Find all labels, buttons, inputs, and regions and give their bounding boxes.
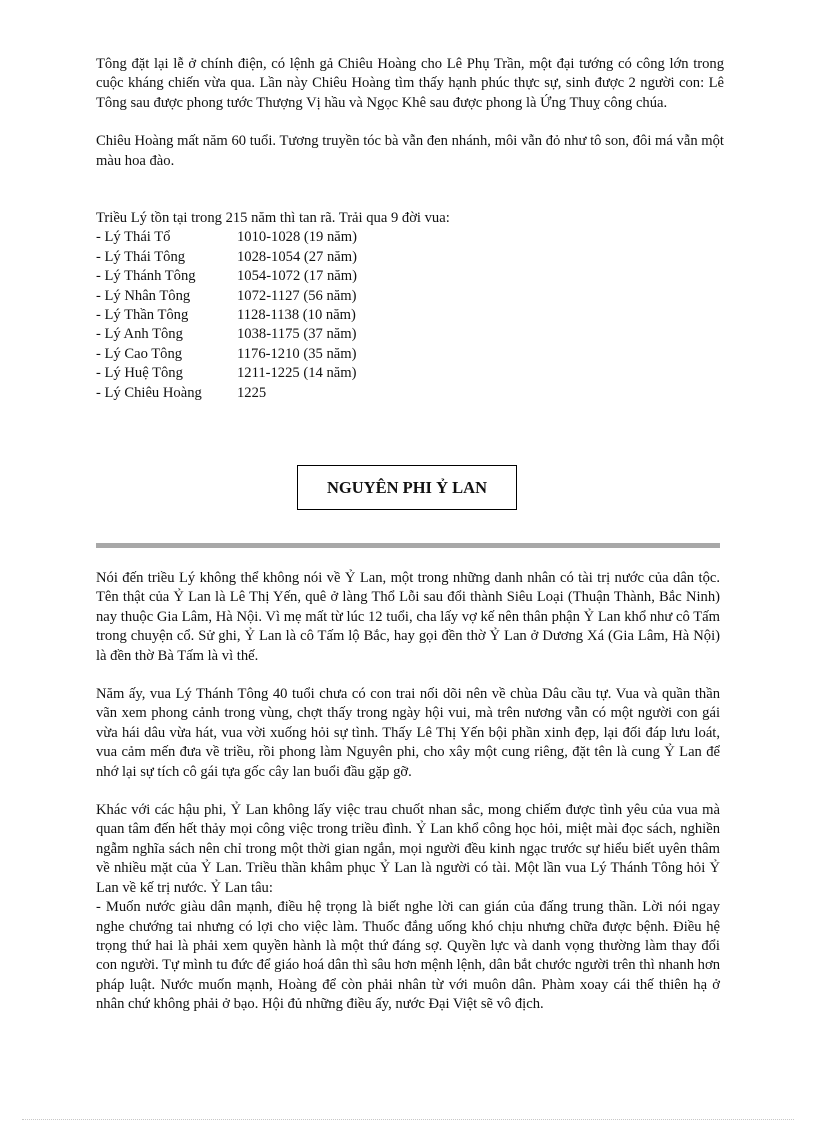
- king-name: - Lý Thái Tông: [96, 248, 186, 265]
- king-name: - Lý Thần Tông: [96, 307, 189, 324]
- reign-period: 1038-1175 (37 năm): [237, 326, 357, 343]
- king-name: - Lý Nhân Tông: [96, 287, 191, 304]
- section-heading: NGUYÊN PHI Ỷ LAN: [327, 477, 487, 497]
- document-section-y-lan: [96, 569, 720, 1015]
- reign-row: [96, 228, 724, 247]
- reign-list-intro: Triều Lý tồn tại trong 215 năm thì tan rã. Trải qua 9 đời vua:: [96, 210, 450, 227]
- reign-row: [96, 325, 724, 344]
- horizontal-divider: [96, 543, 720, 548]
- reign-period: 1054-1072 (17 năm): [237, 268, 357, 285]
- king-name: - Lý Chiêu Hoàng: [96, 384, 202, 401]
- reign-row: [96, 287, 724, 306]
- section-heading-box: [297, 465, 517, 510]
- reign-row: [96, 384, 724, 403]
- reign-row: [96, 364, 724, 383]
- reign-list: [96, 209, 724, 403]
- paragraph-chieu-hoang-marriage: Tông đặt lại lễ ở chính điện, có lệnh gả Chiêu Hoàng cho Lê Phụ Trần, một đại tướng có công lớn trong cuộc kháng chiến vừa qua. Lần này Chiêu Hoàng tìm thấy hạnh phúc thực sự, sinh được 2 người con: Lê Tông sau được phong tước Thượng Vị hầu và Ngọc Khê sau được phong là Ứng Thuỵ công chúa.: [96, 56, 724, 111]
- reign-period: 1211-1225 (14 năm): [237, 365, 357, 382]
- reign-row: [96, 248, 724, 267]
- king-name: - Lý Cao Tông: [96, 345, 183, 362]
- reign-period: 1225: [237, 384, 267, 401]
- reign-period: 1010-1028 (19 năm): [237, 229, 357, 246]
- paragraph-chieu-hoang-death: Chiêu Hoàng mất năm 60 tuổi. Tương truyền tóc bà vẫn đen nhánh, môi vẫn đỏ như tô son, đôi má vẫn một màu hoa đào.: [96, 133, 724, 169]
- reign-row: [96, 306, 724, 325]
- page-bottom-edge: [22, 1119, 794, 1120]
- king-name: - Lý Huệ Tông: [96, 365, 183, 382]
- reign-period: 1128-1138 (10 năm): [237, 307, 356, 324]
- reign-period: 1072-1127 (56 năm): [237, 287, 357, 304]
- reign-row: [96, 345, 724, 364]
- reign-period: 1028-1054 (27 năm): [237, 248, 357, 265]
- reign-row: [96, 267, 724, 286]
- paragraph-y-lan-advice: - Muốn nước giàu dân mạnh, điều hệ trọng là biết nghe lời can gián của đấng trung thần. Lời nói ngay nghe chướng tai nhưng có lợi cho việc làm. Thuốc đắng uống khó chịu nhưng chữa được bệnh. Điều hệ trọng thứ hai là phải xem quyền hành là một thứ đáng sợ. Quyền lực và danh vọng thường làm thay đổi con người. Tự mình tu đức để giáo hoá dân thì sâu hơn mệnh lệnh, dân bắt chước người trên thì nhanh hơn pháp luật. Nước muốn mạnh, Hoàng để còn phải nhân từ với muôn dân. Phàm xoay cái thế thiên hạ ở nhân chứ không phải ở bạo. Hội đủ những điều ấy, nước Đại Việt sẽ vô địch.: [96, 899, 720, 1013]
- king-name: - Lý Thái Tổ: [96, 229, 171, 246]
- reign-period: 1176-1210 (35 năm): [237, 345, 357, 362]
- king-name: - Lý Thánh Tông: [96, 268, 196, 285]
- paragraph-y-lan-origin: Nói đến triều Lý không thể không nói về Ỷ Lan, một trong những danh nhân có tài trị nước của dân tộc. Tên thật của Ỷ Lan là Lê Thị Yến, quê ở làng Thổ Lỗi sau đổi thành Siêu Loại (Thuận Thành, Bắc Ninh) nay thuộc Gia Lâm, Hà Nội. Vì mẹ mất từ lúc 12 tuổi, cha lấy vợ kế nên thân phận Ỷ Lan khổ như cô Tấm trong chuyện cổ. Sử ghi, Ỷ Lan là cô Tấm lộ Bắc, hay gọi đền thờ Ỷ Lan ở Dương Xá (Gia Lâm, Hà Nội) là đền thờ Bà Tấm là vì thế.: [96, 570, 720, 664]
- paragraph-y-lan-character: Khác với các hậu phi, Ỷ Lan không lấy việc trau chuốt nhan sắc, mong chiếm được tình yêu của vua mà quan tâm đến hết thảy mọi công việc trong triều đình. Ỷ Lan khổ công học hỏi, miệt mài đọc sách, nghiền ngẫm nghĩa sách nên chỉ trong một thời gian ngắn, mọi người đều kinh ngạc trước sự hiểu biết uyên thâm về nhiều mặt của Ỷ Lan. Triều thần khâm phục Ỷ Lan là người có tài. Một lần vua Lý Thánh Tông hỏi Ỷ Lan về kế trị nước. Ỷ Lan tâu:: [96, 802, 720, 896]
- paragraph-y-lan-meeting: Năm ấy, vua Lý Thánh Tông 40 tuổi chưa có con trai nối dõi nên về chùa Dâu cầu tự. Vua và quần thần vãn xem phong cảnh trong vùng, chợt thấy trong ngày hội vui, mà trên nương vẫn có một người con gái vừa hái dâu vừa hát, vua vời xuống hỏi sự tình. Thấy Lê Thị Yến bội phần xinh đẹp, lại đối đáp lưu loát, vua cảm mến đưa về triều, rồi phong làm Nguyên phi, cho xây một cung riêng, đặt tên là cung Ỷ Lan để nhớ lại sự tích cô gái tựa gốc cây lan buổi đầu gặp gỡ.: [96, 686, 720, 780]
- document-section-chieu-hoang: [96, 55, 724, 403]
- king-name: - Lý Anh Tông: [96, 326, 183, 343]
